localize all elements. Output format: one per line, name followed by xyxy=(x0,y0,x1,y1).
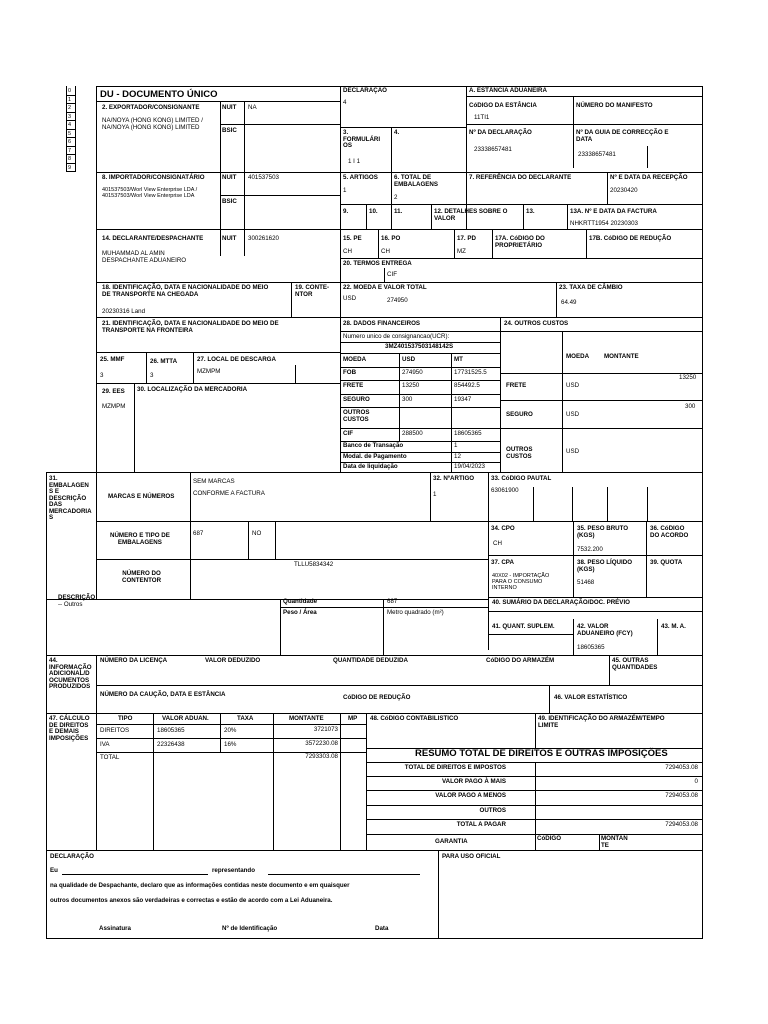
oc-row-seguro-name: SEGURO xyxy=(506,411,533,418)
ucr-label: Numero unico de consignancao(UCR): xyxy=(343,333,450,340)
importador-name: 401537503/Worl View Enterprise LDA / 401537503/Worl View Enterprise LDA xyxy=(102,187,198,199)
resumo-row-label: VALOR PAGO À MAIS xyxy=(441,778,506,785)
declaracao-num-label: Nº DA DECLARAÇÃO xyxy=(469,129,532,136)
declaracao-num-value: 23338657481 xyxy=(474,146,512,153)
mmf-value: 3 xyxy=(100,372,104,379)
termos-value: CIF xyxy=(387,271,397,278)
marcas-value: SEM MARCAS CONFORME A FACTURA xyxy=(193,478,265,497)
transporte-fronteira-label: 21. IDENTIFICAÇÃO, DATA E NACIONALIDADE DO MEIO DE TRANSPORTE NA FRONTEIRA xyxy=(102,320,279,334)
formularios-value: 1 I 1 xyxy=(348,158,361,165)
ees-value: MZMPM xyxy=(102,403,126,410)
contentor-numero-label: NÚMERO DO CONTENTOR xyxy=(122,570,162,584)
calc-row-tipo: DIREITOS xyxy=(100,727,130,734)
calc-row-taxa: 20% xyxy=(224,727,237,734)
resumo-row-value: 0 xyxy=(694,778,698,785)
moeda-total-value: 274950 xyxy=(387,297,408,304)
valor-aduaneiro-value: 18605365 xyxy=(577,644,605,651)
valor-estatistico-label: 46. VALOR ESTATÍSTICO xyxy=(554,694,628,701)
box-2: 2 xyxy=(67,104,75,113)
declarante-nuit-label: NUIT xyxy=(222,235,237,242)
box-3: 3 xyxy=(67,113,75,122)
pd-value: MZ xyxy=(457,248,466,255)
cpo-value: CH xyxy=(493,540,502,547)
contabilistico-label: 48. CóDIGO CONTABILISTICO xyxy=(370,715,459,722)
guia-value: 23338657481 xyxy=(578,151,616,158)
moeda-total-label: 22. MOEDA E VALOR TOTAL xyxy=(343,284,427,291)
oc-row-frete-name: FRETE xyxy=(506,382,527,389)
field-4-label: 4. xyxy=(394,129,400,136)
cpa-label: 37. CPA xyxy=(491,559,514,566)
cambio-value: 64.49 xyxy=(561,299,577,306)
marcas-label: MARCAS E NÚMEROS xyxy=(108,493,175,500)
oc-row-seguro-val: 300 xyxy=(685,403,696,410)
document-title: DU - DOCUMENTO ÚNICO xyxy=(100,89,218,100)
armazem-label: CóDIGO DO ARMAZÉM xyxy=(486,657,555,664)
unidade-value: Metro quadrado (m²) xyxy=(387,609,444,616)
assinatura-label: Assinatura xyxy=(99,925,131,932)
embalagens-tipo-value: 687 xyxy=(193,530,204,537)
quota-label: 39. QUOTA xyxy=(650,559,683,566)
garantia-label: GARANTIA xyxy=(435,838,468,845)
resumo-row-value: 7294053.08 xyxy=(665,764,698,771)
codigo-acordo-label: 36. CóDIGO DO ACORDO xyxy=(650,525,689,539)
fin-row-mt: 18605365 xyxy=(454,430,482,437)
resumo-codigo: CóDIGO xyxy=(537,835,562,842)
mmf-label: 25. MMF xyxy=(100,356,125,363)
moeda-total-currency: USD xyxy=(343,295,357,302)
quantidade-value: 687 xyxy=(387,598,398,605)
fin-row-label: CIF xyxy=(343,430,353,437)
ucr-value: 3MZ401537503148142S xyxy=(385,343,454,350)
uso-oficial-label: PARA USO OFICIAL xyxy=(442,853,501,860)
recepcao-label: Nº E DATA DA RECEPÇÃO xyxy=(610,174,688,181)
fin-row-usd: 274950 xyxy=(402,369,423,376)
embalagens-label: 6. TOTAL DE EMBALAGENS xyxy=(394,174,439,188)
peso-bruto-value: 7532.200 xyxy=(577,546,603,553)
quant-deduzida-label: QUANTIDADE DEDUZIDA xyxy=(333,657,408,664)
field-9: 9. xyxy=(343,208,349,215)
outras-quant-label: 45. OUTRAS QUANTIDADES xyxy=(612,657,658,671)
outros-custos-montante: MONTANTE xyxy=(604,353,639,360)
exportador-label: 2. EXPORTADOR/CONSIGNANTE xyxy=(102,104,200,111)
codigo-pautal-label: 33. CóDIGO PAUTAL xyxy=(491,475,552,482)
factura-label: 13A. Nº E DATA DA FACTURA xyxy=(570,208,657,215)
oc-row-frete-cur: USD xyxy=(566,382,580,389)
section-44-label: 44. INFORMAÇÃO ADICIONAL/D OCUMENTOS PRODUZIDOS xyxy=(49,657,92,690)
estancia-label: A. ESTÂNCIA ADUANEIRA xyxy=(469,87,547,94)
artigos-value: 1 xyxy=(343,187,347,194)
outros-custos-label: 24. OUTROS CUSTOS xyxy=(504,320,569,327)
calc-row-montante: 3721073 xyxy=(313,726,338,733)
fin-row-usd: 13250 xyxy=(402,382,420,389)
reducao-code-label: 17B. CóDIGO DE REDUÇÃO xyxy=(589,235,672,242)
formularios-label: 3. FORMULÁRI OS xyxy=(343,129,381,149)
guia-label: Nº DA GUIA DE CORRECÇÃO E DATA xyxy=(576,129,669,143)
resumo-row-label: TOTAL A PAGAR xyxy=(456,821,506,828)
embalagens-tipo-type: NO xyxy=(252,530,262,537)
exportador-bsic-label: BSIC xyxy=(222,127,237,134)
box-column xyxy=(67,87,75,172)
fin-row-label: FOB xyxy=(343,369,357,376)
importador-nuit-value: 401537503 xyxy=(248,174,279,181)
ma-label: 43. M. A. xyxy=(661,623,686,630)
oc-row-outros-name: OUTROS CUSTOS xyxy=(506,446,533,460)
banco-label: Banco de Transação xyxy=(343,442,404,449)
oc-row-seguro-cur: USD xyxy=(566,411,580,418)
declaracao-title: DECLARAÇÃO xyxy=(50,853,94,860)
descricao-label: DESCRIÇÃO xyxy=(58,594,96,601)
cpo-label: 34. CPO xyxy=(491,525,515,532)
modal-label: Modal. de Pagamento xyxy=(343,453,407,460)
box-7: 7 xyxy=(67,147,75,156)
exportador-name: NA/NOYA (HONG KONG) LIMITED / NA/NOYA (HONG KONG) LIMITED xyxy=(102,117,203,131)
peso-liquido-label: 38. PESO LÍQUIDO (KGS) xyxy=(577,559,633,573)
codigo-estancia-value: 11TI1 xyxy=(474,114,490,121)
declaracao-value: 4 xyxy=(343,99,347,106)
declarante-name: MUHAMMAD AL AMIN DESPACHANTE ADUANEIRO xyxy=(102,250,187,264)
box-5: 5 xyxy=(67,130,75,139)
importador-nuit-label: NUIT xyxy=(222,174,237,181)
fin-row-usd: 288500 xyxy=(402,430,423,437)
declarante-nuit-value: 300261620 xyxy=(248,235,279,242)
data-label: Data xyxy=(375,925,389,932)
resumo-row-value: 7294053.08 xyxy=(665,792,698,799)
recepcao-value: 20230420 xyxy=(610,187,638,194)
resumo-row-value: 7294053.08 xyxy=(665,821,698,828)
quant-suplem-label: 41. QUANT. SUPLEM. xyxy=(492,623,555,630)
field-13: 13. xyxy=(526,208,535,215)
resumo-row-label: TOTAL DE DIREITOS E IMPOSTOS xyxy=(404,764,506,771)
liquidacao-label: Data de liquidação xyxy=(343,463,398,470)
declaracao-representando: representando xyxy=(212,867,255,874)
resumo-montante: MONTAN TE xyxy=(601,835,628,849)
identificacao-label: Nº de Identificação xyxy=(222,925,278,932)
declaracao-line3: outros documentos anexos são verdadeiras e correctas e estão de acordo com a Lei Aduaneira. xyxy=(50,897,333,904)
cpa-value: 40X02 - IMPORTAÇÃO PARA O CONSUMO INTERNO xyxy=(492,573,550,591)
calc-row-tipo: IVA xyxy=(100,741,110,748)
transporte-chegada-label: 18. IDENTIFICAÇÃO, DATA E NACIONALIDADE DO MEIO DE TRANSPORTE NA CHEGADA xyxy=(102,284,269,298)
valor-aduaneiro-label: 42. VALOR ADUANEIRO (FCY) xyxy=(577,623,633,637)
fin-row-label: FRETE xyxy=(343,382,364,389)
armazem-tempo-label: 49. IDENTIFICAÇÃO DO ARMAZÉM/TEMPO LIMITE xyxy=(538,715,665,729)
box-6: 6 xyxy=(67,138,75,147)
calc-row-montante: 7293303.08 xyxy=(305,753,338,760)
contentor-numero-value: TLLU5834342 xyxy=(294,561,334,568)
fin-row-mt: 19347 xyxy=(454,396,472,403)
valor-deduzido-label: VALOR DEDUZIDO xyxy=(205,657,261,664)
fin-head-usd: USD xyxy=(402,356,416,363)
declaracao-label: DECLARAÇÃO xyxy=(343,87,387,94)
localizacao-label: 30. LOCALIZAÇÃO DA MERCADORIA xyxy=(137,386,248,393)
declaracao-line2: na qualidade de Despachante, declaro que as informações contidas neste documento e em quaisquer xyxy=(50,882,350,889)
fin-head-mt: MT xyxy=(454,356,463,363)
descarga-label: 27. LOCAL DE DESCARGA xyxy=(197,356,276,363)
peso-bruto-label: 35. PESO BRUTO (KGS) xyxy=(577,525,629,539)
referencia-label: 7. REFERÊNCIA DO DECLARANTE xyxy=(469,174,572,181)
transporte-chegada-value: 20230316 Land xyxy=(102,308,146,315)
oc-row-outros-cur: USD xyxy=(566,448,580,455)
cambio-label: 23. TAXA DE CÂMBIO xyxy=(559,284,623,291)
banco-value: 1 xyxy=(454,442,458,449)
calc-row-tipo: TOTAL xyxy=(100,754,120,761)
quantidade-label: Quantidade xyxy=(283,598,318,605)
field-12: 12. DETALHES SOBRE O VALOR xyxy=(434,208,508,222)
fin-row-label: OUTROS CUSTOS xyxy=(343,409,370,423)
exportador-nuit-label: NUIT xyxy=(222,104,237,111)
fin-row-label: SEGURO xyxy=(343,396,370,403)
calc-head-montante: MONTANTE xyxy=(289,715,324,722)
box-4: 4 xyxy=(67,121,75,130)
box-8: 8 xyxy=(67,155,75,164)
reducao-label: CóDIGO DE REDUÇÃO xyxy=(343,694,411,701)
modal-value: 12 xyxy=(454,453,461,460)
mtta-label: 26. MTTA xyxy=(150,358,178,365)
calc-head-mp: MP xyxy=(348,715,358,722)
po-value: CH xyxy=(381,248,390,255)
proprietario-label: 17A. CóDIGO DO PROPRIETÁRIO xyxy=(495,235,545,249)
calc-head-taxa: TAXA xyxy=(237,715,254,722)
calc-row-valor: 22326438 xyxy=(157,741,185,748)
box-9: 9 xyxy=(67,164,75,173)
po-label: 16. PO xyxy=(381,235,401,242)
calc-row-taxa: 16% xyxy=(224,741,237,748)
box-1: 1 xyxy=(67,96,75,105)
outros-custos-moeda: MOEDA xyxy=(566,353,590,360)
field-10: 10. xyxy=(369,208,378,215)
pd-label: 17. PD xyxy=(457,235,476,242)
fin-row-mt: 17731525.5 xyxy=(454,369,487,376)
fin-row-mt: 854492.5 xyxy=(454,382,480,389)
artigos-label: 5. ARTIGOS xyxy=(343,174,378,181)
financeiros-label: 28. DADOS FINANCEIROS xyxy=(343,320,421,327)
importador-label: 8. IMPORTADOR/CONSIGNATÁRIO xyxy=(102,174,205,181)
calc-row-valor: 18605365 xyxy=(157,727,185,734)
embalagens-value: 2 xyxy=(394,194,398,201)
resumo-title: RESUMO TOTAL DE DIREITOS E OUTRAS IMPOSIÇÕES xyxy=(415,748,668,759)
factura-value: NHKRTT1954 20230303 xyxy=(570,220,638,227)
caucao-label: NÚMERO DA CAUÇÃO, DATA E ESTÂNCIA xyxy=(100,691,226,698)
n-artigo-value: 1 xyxy=(433,491,437,498)
pe-label: 15. PE xyxy=(343,235,362,242)
declarante-label: 14. DECLARANTE/DESPACHANTE xyxy=(102,235,204,242)
exportador-nuit-value: NA xyxy=(248,104,257,111)
box-0: 0 xyxy=(67,87,75,96)
ees-label: 29. EES xyxy=(102,388,125,395)
sumario-label: 40. SUMÁRIO DA DECLARAÇÃO/DOC. PRÉVIO xyxy=(492,599,630,606)
mtta-value: 3 xyxy=(150,372,154,379)
n-artigo-label: 32. NºARTIGO xyxy=(433,475,475,482)
resumo-row-label: VALOR PAGO A MENOS xyxy=(435,792,506,799)
resumo-row-label: OUTROS xyxy=(479,807,506,814)
oc-row-frete-val: 13250 xyxy=(679,374,697,381)
manifesto-label: NÚMERO DO MANIFESTO xyxy=(576,102,653,109)
codigo-estancia-label: CóDIGO DA ESTÂNCIA xyxy=(469,102,537,109)
embalagens-tipo-label: NÚMERO E TIPO DE EMBALAGENS xyxy=(110,532,170,546)
importador-bsic-label: BSIC xyxy=(222,198,237,205)
peso-area-label: Peso / Área xyxy=(283,609,317,616)
calc-head-tipo: TIPO xyxy=(118,715,133,722)
pe-value: CH xyxy=(343,248,352,255)
codigo-pautal-value: 63061900 xyxy=(491,487,519,494)
calc-row-montante: 3572230.08 xyxy=(305,740,338,747)
licenca-label: NÚMERO DA LICENÇA xyxy=(100,657,168,664)
section-47-label: 47. CÁLCULO DE DIREITOS E DEMAIS IMPOSIÇÕES xyxy=(49,715,90,742)
declaracao-eu: Eu xyxy=(50,867,58,874)
field-11: 11. xyxy=(394,208,403,215)
peso-liquido-value: 51468 xyxy=(577,579,595,586)
descricao-value: -- Outros xyxy=(58,601,83,608)
fin-row-usd: 300 xyxy=(402,396,413,403)
contentor-label: 19. CONTE- NTOR xyxy=(295,284,330,298)
fin-head-moeda: MOEDA xyxy=(343,356,367,363)
calc-head-valor: VALOR ADUAN. xyxy=(162,715,209,722)
termos-label: 20. TERMOS ENTREGA xyxy=(343,260,412,267)
liquidacao-value: 19/04/2023 xyxy=(454,463,485,470)
section-31-label: 31. EMBALAGEN S E DESCRIÇÃO DAS MERCADORIA S xyxy=(49,475,92,521)
descarga-value: MZMPM xyxy=(197,368,221,375)
